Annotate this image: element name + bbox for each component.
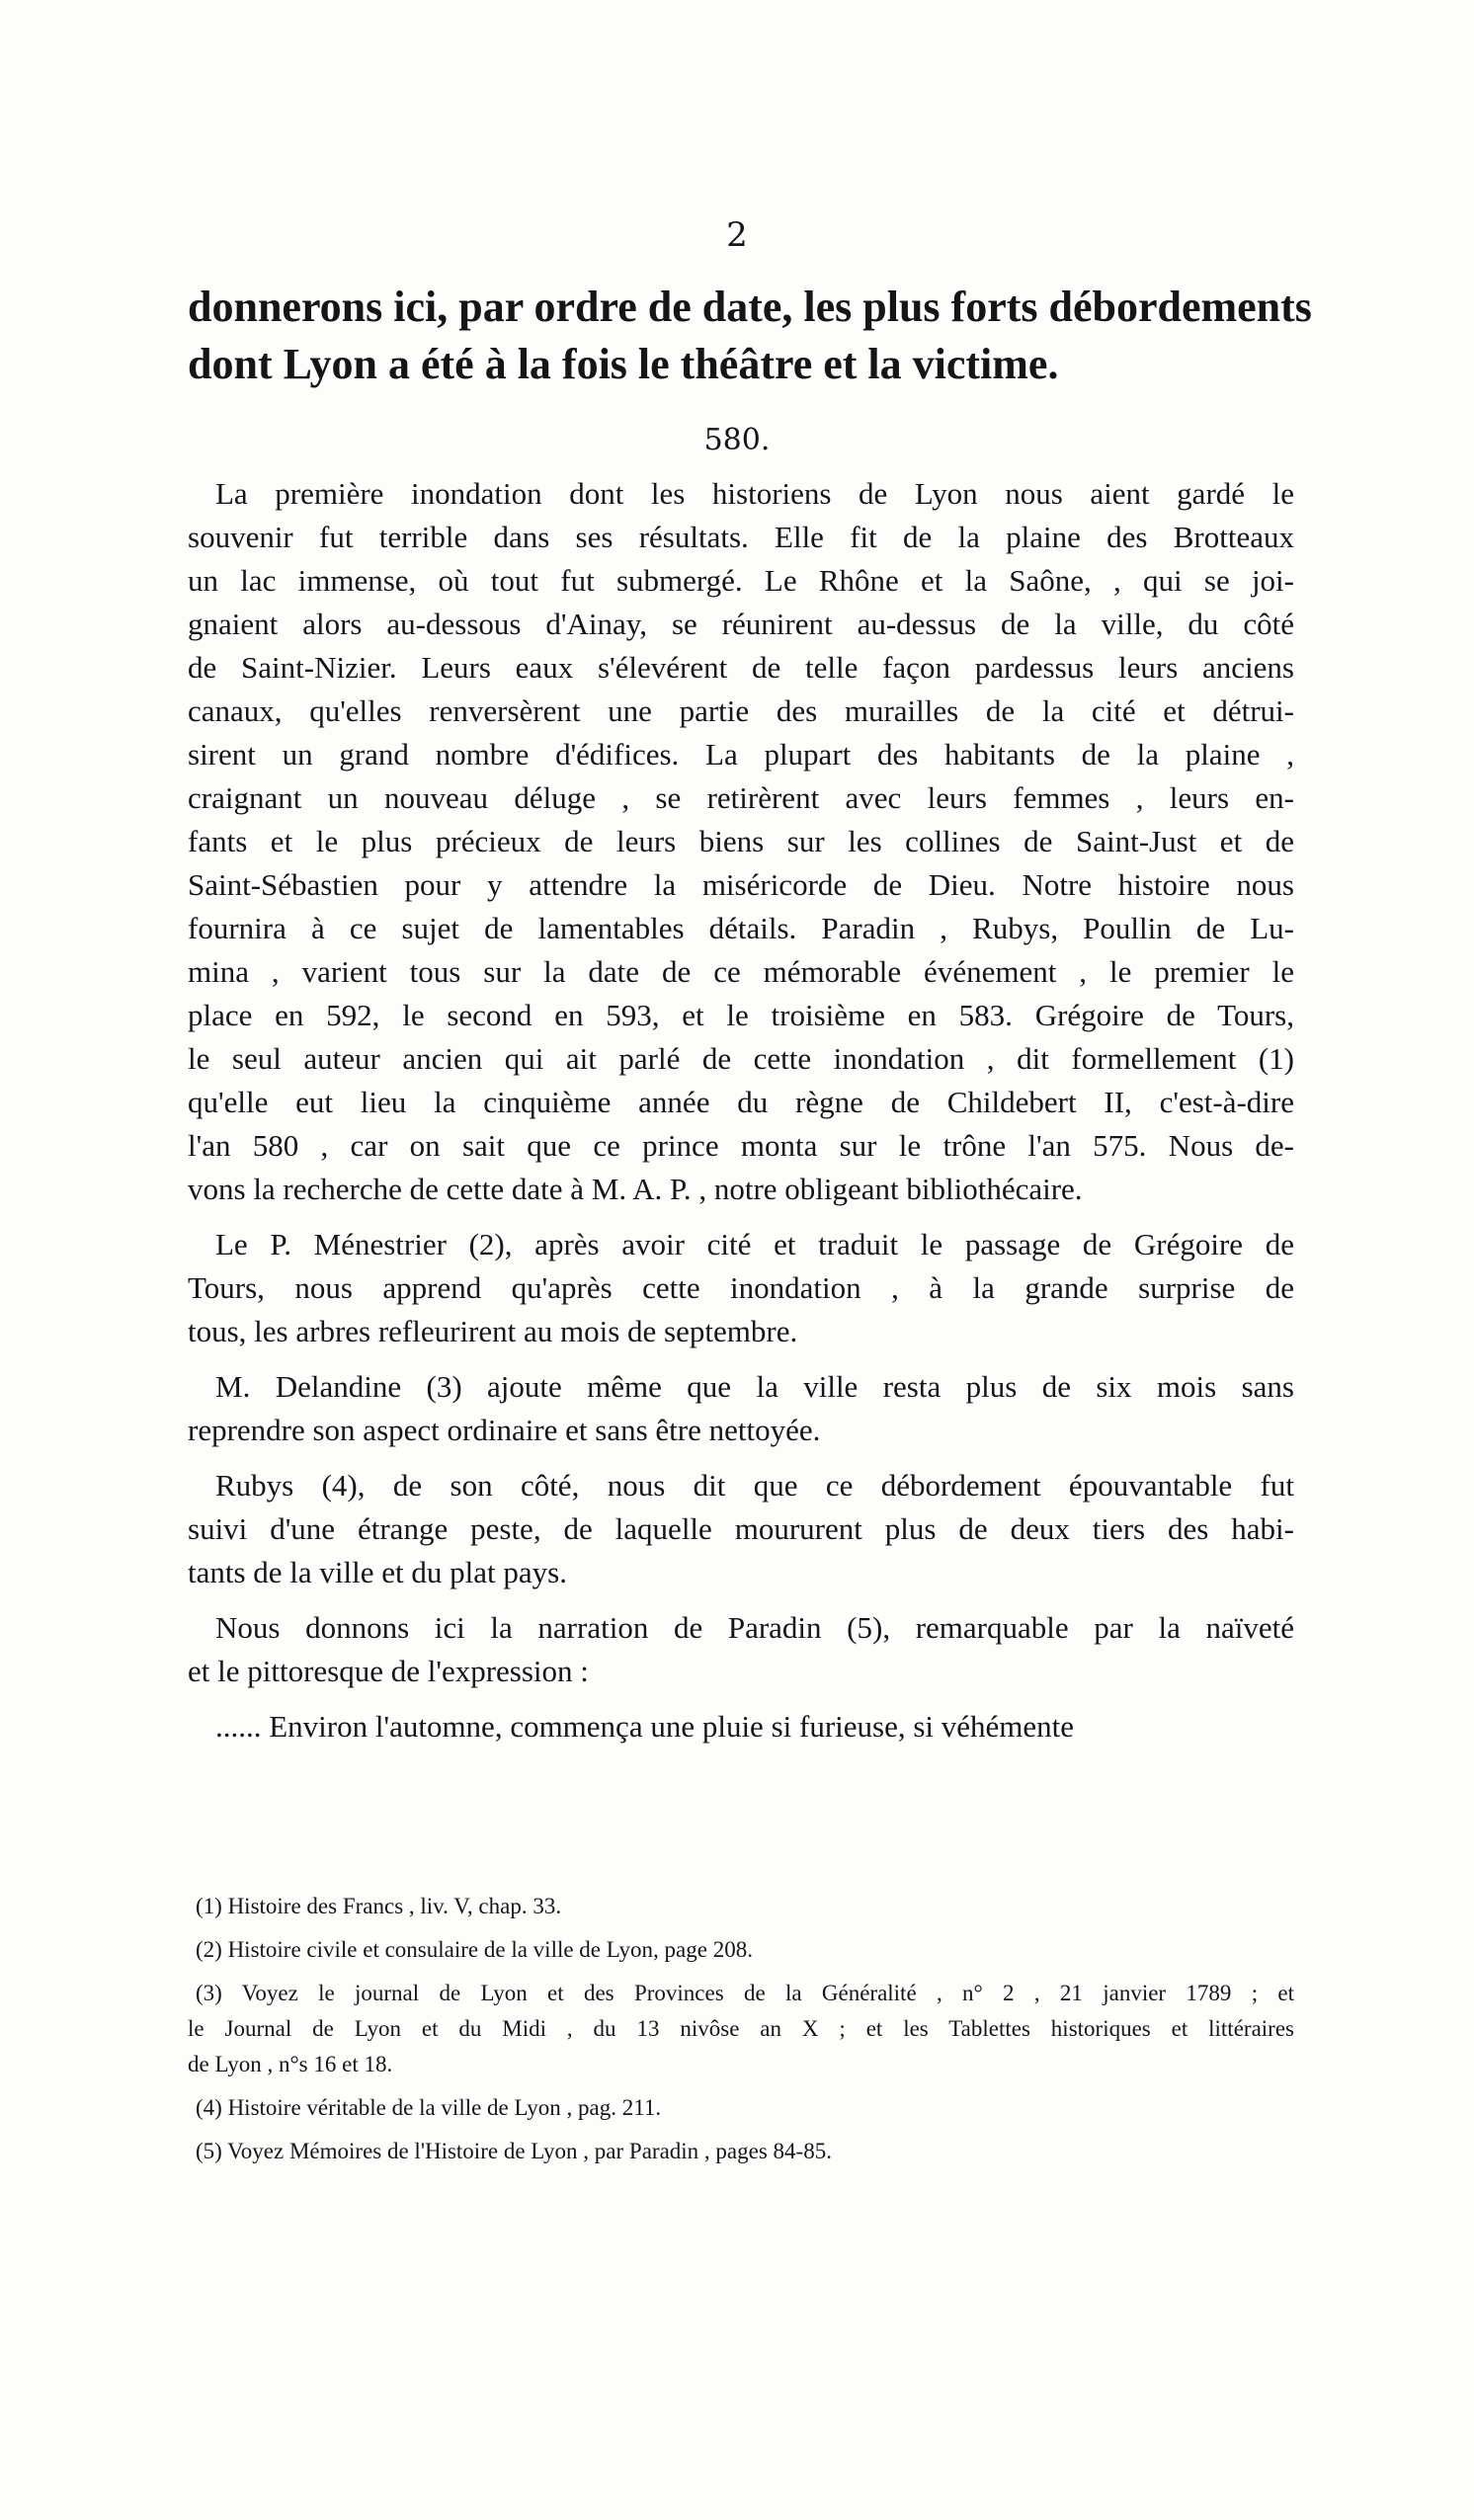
text-line: Rubys (4), de son côté, nous dit que ce débordement épouvantable fut [215,1468,1294,1503]
footnotes [188,1889,1294,2177]
footnote [188,1976,1294,2082]
text-line: fants et le plus précieux de leurs biens sur les collines de Saint-Just et de [188,824,1294,858]
text-line: l'an 580 , car on sait que ce prince monta sur le trône l'an 575. Nous de- [188,1128,1294,1163]
text-line: qu'elle eut lieu la cinquième année du règne de Childebert II, c'est-à-dire [188,1085,1294,1119]
text-line: tous, les arbres refleurirent au mois de septembre. [188,1314,798,1348]
text-line: place en 592, le second en 593, et le troisième en 583. Grégoire de Tours, [188,998,1294,1032]
year-heading: 580. [703,423,771,457]
text-line: Saint-Sébastien pour y attendre la miséricorde de Dieu. Notre histoire nous [188,867,1294,902]
text-line: un lac immense, où tout fut submergé. Le Rhône et la Saône, , qui se joi- [188,563,1294,598]
footnote-line: (2) Histoire civile et consulaire de la ville de Lyon, page 208. [196,1937,753,1962]
body-text [188,472,1294,1760]
text-line: mina , varient tous sur la date de ce mémorable événement , le premier le [188,954,1294,989]
text-line: gnaient alors au-dessous d'Ainay, se réunirent au-dessus de la ville, du côté [188,607,1294,641]
text-line: et le pittoresque de l'expression : [188,1654,589,1688]
text-line: sirent un grand nombre d'édifices. La plupart des habitants de la plaine , [188,737,1294,772]
paragraph [188,472,1294,1211]
text-line: canaux, qu'elles renversèrent une partie des murailles de la cité et détrui- [188,693,1294,728]
footnote-line: (1) Histoire des Francs , liv. V, chap. 33. [196,1894,562,1918]
text-line: le seul auteur ancien qui ait parlé de cette inondation , dit formellement (1) [188,1041,1294,1076]
opening-lines [188,279,1312,393]
opening-line: donnerons ici, par ordre de date, les plus forts débordements [188,283,1312,331]
paragraph [188,1705,1294,1748]
text-line: La première inondation dont les historiens de Lyon nous aient gardé le [215,476,1294,511]
text-line: tants de la ville et du plat pays. [188,1555,567,1589]
text-line: vons la recherche de cette date à M. A. P. , notre obligeant bibliothécaire. [188,1172,1083,1206]
text-line: suivi d'une étrange peste, de laquelle moururent plus de deux tiers des habi- [188,1511,1294,1546]
text-line: reprendre son aspect ordinaire et sans être nettoyée. [188,1413,821,1447]
paragraph [188,1464,1294,1594]
paragraph [188,1223,1294,1353]
footnote-line: de Lyon , n°s 16 et 18. [188,2052,393,2076]
text-line: Le P. Ménestrier (2), après avoir cité et traduit le passage de Grégoire de [215,1227,1294,1261]
footnote-line: (3) Voyez le journal de Lyon et des Provinces de la Généralité , n° 2 , 21 janvier 1789 ; et [196,1981,1294,2005]
footnote [188,2134,1294,2169]
footnote [188,2090,1294,2126]
paragraph [188,1365,1294,1452]
text-line: souvenir fut terrible dans ses résultats. Elle fit de la plaine des Brotteaux [188,520,1294,554]
footnote [188,1889,1294,1924]
text-line: craignant un nouveau déluge , se retirèrent avec leurs femmes , leurs en- [188,780,1294,815]
footnote-line: (5) Voyez Mémoires de l'Histoire de Lyon , par Paradin , pages 84-85. [196,2139,832,2163]
footnote-line: le Journal de Lyon et du Midi , du 13 nivôse an X ; et les Tablettes historiques et littéraires [188,2016,1294,2041]
text-line: ...... Environ l'automne, commença une pluie si furieuse, si véhémente [215,1709,1075,1744]
page-number: 2 [726,215,748,255]
text-line: M. Delandine (3) ajoute même que la ville resta plus de six mois sans [215,1369,1294,1404]
paragraph [188,1606,1294,1693]
opening-line: dont Lyon a été à la fois le théâtre et la victime. [188,340,1059,388]
text-line: fournira à ce sujet de lamentables détails. Paradin , Rubys, Poullin de Lu- [188,911,1294,945]
text-line: Nous donnons ici la narration de Paradin (5), remarquable par la naïveté [215,1610,1294,1645]
footnote-line: (4) Histoire véritable de la ville de Lyon , pag. 211. [196,2095,662,2120]
text-line: de Saint-Nizier. Leurs eaux s'élevérent de telle façon pardessus leurs anciens [188,650,1294,685]
text-line: Tours, nous apprend qu'après cette inondation , à la grande surprise de [188,1270,1294,1305]
footnote [188,1932,1294,1968]
